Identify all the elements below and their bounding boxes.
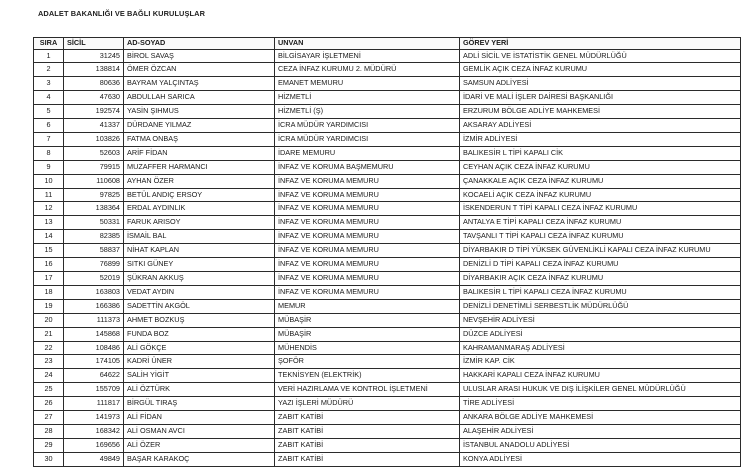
cell-ad-soyad: ALİ ÖZER <box>124 438 275 452</box>
cell-gorev-yeri: GEMLİK AÇIK CEZA İNFAZ KURUMU <box>460 63 741 77</box>
cell-gorev-yeri: BALIKESİR L TİPİ KAPALI CİK <box>460 146 741 160</box>
cell-gorev-yeri: DİYARBAKIR AÇIK CEZA İNFAZ KURUMU <box>460 272 741 286</box>
table-row <box>34 119 741 133</box>
cell-sicil: 58837 <box>64 244 124 258</box>
cell-ad-soyad: ALİ OSMAN AVCI <box>124 424 275 438</box>
cell-sira: 16 <box>34 258 64 272</box>
cell-unvan: MÜHENDİS <box>275 341 460 355</box>
table-row <box>34 341 741 355</box>
cell-sira: 13 <box>34 216 64 230</box>
cell-ad-soyad: BAŞAR KARAKOÇ <box>124 452 275 466</box>
cell-gorev-yeri: DENİZLİ D TİPİ KAPALI CEZA İNFAZ KURUMU <box>460 258 741 272</box>
cell-ad-soyad: BİRGÜL TIRAŞ <box>124 397 275 411</box>
cell-sira: 17 <box>34 272 64 286</box>
table-row <box>34 424 741 438</box>
cell-sicil: 174105 <box>64 355 124 369</box>
cell-gorev-yeri: BALIKESİR L TİPİ KAPALI CEZA İNFAZ KURUMU <box>460 285 741 299</box>
personnel-table <box>33 37 741 467</box>
cell-gorev-yeri: NEVŞEHİR ADLİYESİ <box>460 313 741 327</box>
cell-sicil: 108486 <box>64 341 124 355</box>
table-row <box>34 146 741 160</box>
cell-sicil: 76899 <box>64 258 124 272</box>
cell-unvan: EMANET MEMURU <box>275 77 460 91</box>
cell-unvan: İDARE MEMURU <box>275 146 460 160</box>
cell-unvan: İNFAZ VE KORUMA MEMURU <box>275 174 460 188</box>
cell-sicil: 145868 <box>64 327 124 341</box>
cell-ad-soyad: FARUK ARISOY <box>124 216 275 230</box>
table-row <box>34 160 741 174</box>
cell-sira: 14 <box>34 230 64 244</box>
column-header-sicil: SİCİL <box>64 38 124 50</box>
cell-ad-soyad: ERDAL AYDINLIK <box>124 202 275 216</box>
table-row <box>34 411 741 425</box>
cell-unvan: İNFAZ VE KORUMA MEMURU <box>275 272 460 286</box>
cell-ad-soyad: BİROL SAVAŞ <box>124 49 275 63</box>
cell-ad-soyad: ARİF FİDAN <box>124 146 275 160</box>
cell-unvan: YAZI İŞLERİ MÜDÜRÜ <box>275 397 460 411</box>
table-header-row <box>34 38 741 50</box>
table-row <box>34 272 741 286</box>
cell-gorev-yeri: İZMİR KAP. CİK <box>460 355 741 369</box>
cell-unvan: İCRA MÜDÜR YARDIMCISI <box>275 119 460 133</box>
cell-sira: 5 <box>34 105 64 119</box>
table-row <box>34 49 741 63</box>
cell-ad-soyad: YASİN ŞIHMUS <box>124 105 275 119</box>
cell-gorev-yeri: DİYARBAKIR D TİPİ YÜKSEK GÜVENLİKLİ KAPALI CEZA İNFAZ KURUMU <box>460 244 741 258</box>
cell-sicil: 52603 <box>64 146 124 160</box>
cell-unvan: BİLGİSAYAR İŞLETMENİ <box>275 49 460 63</box>
cell-sicil: 138814 <box>64 63 124 77</box>
cell-gorev-yeri: İSKENDERUN T TİPİ KAPALI CEZA İNFAZ KURUMU <box>460 202 741 216</box>
cell-unvan: İCRA MÜDÜR YARDIMCISI <box>275 132 460 146</box>
cell-gorev-yeri: AKSARAY ADLİYESİ <box>460 119 741 133</box>
cell-unvan: İNFAZ VE KORUMA BAŞMEMURU <box>275 160 460 174</box>
cell-sira: 2 <box>34 63 64 77</box>
cell-ad-soyad: FUNDA BOZ <box>124 327 275 341</box>
table-row <box>34 369 741 383</box>
table-row <box>34 174 741 188</box>
cell-sicil: 169656 <box>64 438 124 452</box>
cell-unvan: TEKNİSYEN (ELEKTRİK) <box>275 369 460 383</box>
table-row <box>34 313 741 327</box>
column-header-sira: SIRA <box>34 38 64 50</box>
cell-unvan: HİZMETLİ (Ş) <box>275 105 460 119</box>
cell-sira: 24 <box>34 369 64 383</box>
cell-ad-soyad: AHMET BOZKUŞ <box>124 313 275 327</box>
table-row <box>34 285 741 299</box>
cell-gorev-yeri: DENİZLİ DENETİMLİ SERBESTLİK MÜDÜRLÜĞÜ <box>460 299 741 313</box>
cell-sicil: 103826 <box>64 132 124 146</box>
cell-sira: 30 <box>34 452 64 466</box>
cell-ad-soyad: KADRİ ÜNER <box>124 355 275 369</box>
cell-sira: 19 <box>34 299 64 313</box>
cell-sicil: 111817 <box>64 397 124 411</box>
column-header-unvan: UNVAN <box>275 38 460 50</box>
cell-gorev-yeri: İSTANBUL ANADOLU ADLİYESİ <box>460 438 741 452</box>
table-row <box>34 230 741 244</box>
cell-sicil: 141973 <box>64 411 124 425</box>
cell-sicil: 97825 <box>64 188 124 202</box>
column-header-ad-soyad: AD-SOYAD <box>124 38 275 50</box>
cell-unvan: İNFAZ VE KORUMA MEMURU <box>275 216 460 230</box>
table-row <box>34 216 741 230</box>
cell-sira: 9 <box>34 160 64 174</box>
cell-unvan: ZABIT KATİBİ <box>275 438 460 452</box>
table-row <box>34 63 741 77</box>
cell-ad-soyad: ŞÜKRAN AKKUŞ <box>124 272 275 286</box>
cell-unvan: MÜBAŞİR <box>275 327 460 341</box>
cell-sicil: 163803 <box>64 285 124 299</box>
cell-gorev-yeri: ERZURUM BÖLGE ADLİYE MAHKEMESİ <box>460 105 741 119</box>
cell-gorev-yeri: İZMİR ADLİYESİ <box>460 132 741 146</box>
cell-unvan: İNFAZ VE KORUMA MEMURU <box>275 230 460 244</box>
table-row <box>34 188 741 202</box>
table-body <box>34 49 741 466</box>
cell-gorev-yeri: ADLİ SİCİL VE İSTATİSTİK GENEL MÜDÜRLÜĞÜ <box>460 49 741 63</box>
cell-sira: 11 <box>34 188 64 202</box>
cell-gorev-yeri: CEYHAN AÇIK CEZA İNFAZ KURUMU <box>460 160 741 174</box>
cell-ad-soyad: ALİ ÖZTÜRK <box>124 383 275 397</box>
cell-gorev-yeri: ANTALYA E TİPİ KAPALI CEZA İNFAZ KURUMU <box>460 216 741 230</box>
cell-ad-soyad: MUZAFFER HARMANCI <box>124 160 275 174</box>
cell-ad-soyad: ALİ GÖKÇE <box>124 341 275 355</box>
cell-unvan: ZABIT KATİBİ <box>275 424 460 438</box>
cell-gorev-yeri: ANKARA BÖLGE ADLİYE MAHKEMESİ <box>460 411 741 425</box>
table-row <box>34 327 741 341</box>
table-row <box>34 132 741 146</box>
cell-sira: 1 <box>34 49 64 63</box>
cell-unvan: İNFAZ VE KORUMA MEMURU <box>275 202 460 216</box>
document-title: ADALET BAKANLIĞI VE BAĞLI KURULUŞLAR <box>38 9 206 18</box>
table-row <box>34 438 741 452</box>
cell-sicil: 138364 <box>64 202 124 216</box>
cell-sicil: 155709 <box>64 383 124 397</box>
cell-sicil: 64622 <box>64 369 124 383</box>
cell-unvan: HİZMETLİ <box>275 91 460 105</box>
cell-gorev-yeri: KONYA ADLİYESİ <box>460 452 741 466</box>
cell-gorev-yeri: İDARİ VE MALİ İŞLER DAİRESİ BAŞKANLIĞI <box>460 91 741 105</box>
cell-gorev-yeri: TAVŞANLI T TİPİ KAPALI CEZA İNFAZ KURUMU <box>460 230 741 244</box>
table-row <box>34 452 741 466</box>
table-row <box>34 397 741 411</box>
cell-ad-soyad: ÖMER ÖZCAN <box>124 63 275 77</box>
table-row <box>34 383 741 397</box>
cell-sicil: 166386 <box>64 299 124 313</box>
cell-sira: 26 <box>34 397 64 411</box>
cell-sira: 18 <box>34 285 64 299</box>
cell-gorev-yeri: TİRE ADLİYESİ <box>460 397 741 411</box>
cell-sicil: 47630 <box>64 91 124 105</box>
table-row <box>34 77 741 91</box>
cell-unvan: İNFAZ VE KORUMA MEMURU <box>275 188 460 202</box>
cell-sira: 6 <box>34 119 64 133</box>
cell-sira: 23 <box>34 355 64 369</box>
cell-sicil: 80636 <box>64 77 124 91</box>
cell-unvan: MEMUR <box>275 299 460 313</box>
cell-gorev-yeri: ÇANAKKALE AÇIK CEZA İNFAZ KURUMU <box>460 174 741 188</box>
cell-sicil: 31245 <box>64 49 124 63</box>
cell-sira: 27 <box>34 411 64 425</box>
cell-unvan: İNFAZ VE KORUMA MEMURU <box>275 258 460 272</box>
cell-unvan: CEZA İNFAZ KURUMU 2. MÜDÜRÜ <box>275 63 460 77</box>
cell-sira: 21 <box>34 327 64 341</box>
cell-sicil: 168342 <box>64 424 124 438</box>
cell-sicil: 41337 <box>64 119 124 133</box>
cell-ad-soyad: FATMA ONBAŞ <box>124 132 275 146</box>
cell-sicil: 82385 <box>64 230 124 244</box>
cell-sicil: 50331 <box>64 216 124 230</box>
cell-unvan: MÜBAŞİR <box>275 313 460 327</box>
table-row <box>34 105 741 119</box>
table-row <box>34 355 741 369</box>
table-row <box>34 258 741 272</box>
cell-unvan: ZABIT KATİBİ <box>275 411 460 425</box>
cell-ad-soyad: SALİH YİGİT <box>124 369 275 383</box>
cell-sira: 10 <box>34 174 64 188</box>
cell-ad-soyad: NİHAT KAPLAN <box>124 244 275 258</box>
cell-sira: 12 <box>34 202 64 216</box>
cell-ad-soyad: BETÜL ANDIÇ ERSOY <box>124 188 275 202</box>
cell-sira: 20 <box>34 313 64 327</box>
table-row <box>34 299 741 313</box>
cell-gorev-yeri: ULUSLAR ARASI HUKUK VE DIŞ İLİŞKİLER GENEL MÜDÜRLÜĞÜ <box>460 383 741 397</box>
cell-ad-soyad: DÜRDANE YILMAZ <box>124 119 275 133</box>
cell-gorev-yeri: KOCAELİ AÇIK CEZA İNFAZ KURUMU <box>460 188 741 202</box>
cell-ad-soyad: SADETTİN AKGÖL <box>124 299 275 313</box>
cell-sira: 15 <box>34 244 64 258</box>
cell-ad-soyad: İSMAİL BAL <box>124 230 275 244</box>
cell-sicil: 192574 <box>64 105 124 119</box>
cell-gorev-yeri: SAMSUN ADLİYESİ <box>460 77 741 91</box>
table-row <box>34 244 741 258</box>
cell-ad-soyad: BAYRAM YALÇINTAŞ <box>124 77 275 91</box>
cell-gorev-yeri: ALAŞEHİR ADLİYESİ <box>460 424 741 438</box>
column-header-gorev-yeri: GÖREV YERİ <box>460 38 741 50</box>
table-row <box>34 91 741 105</box>
cell-sira: 28 <box>34 424 64 438</box>
cell-gorev-yeri: KAHRAMANMARAŞ ADLİYESİ <box>460 341 741 355</box>
cell-sicil: 52019 <box>64 272 124 286</box>
cell-sira: 29 <box>34 438 64 452</box>
cell-unvan: İNFAZ VE KORUMA MEMURU <box>275 244 460 258</box>
cell-ad-soyad: ABDULLAH SARICA <box>124 91 275 105</box>
cell-sicil: 79915 <box>64 160 124 174</box>
cell-unvan: ŞOFÖR <box>275 355 460 369</box>
cell-gorev-yeri: DÜZCE ADLİYESİ <box>460 327 741 341</box>
table-row <box>34 202 741 216</box>
cell-ad-soyad: ALİ FİDAN <box>124 411 275 425</box>
cell-sicil: 111373 <box>64 313 124 327</box>
cell-sira: 3 <box>34 77 64 91</box>
cell-sira: 22 <box>34 341 64 355</box>
cell-unvan: VERİ HAZIRLAMA VE KONTROL İŞLETMENİ <box>275 383 460 397</box>
cell-sira: 25 <box>34 383 64 397</box>
cell-sicil: 49849 <box>64 452 124 466</box>
cell-sira: 8 <box>34 146 64 160</box>
cell-ad-soyad: SITKI GÜNEY <box>124 258 275 272</box>
cell-sira: 7 <box>34 132 64 146</box>
cell-ad-soyad: VEDAT AYDIN <box>124 285 275 299</box>
cell-unvan: İNFAZ VE KORUMA MEMURU <box>275 285 460 299</box>
cell-ad-soyad: AYHAN ÖZER <box>124 174 275 188</box>
cell-unvan: ZABIT KATİBİ <box>275 452 460 466</box>
cell-sicil: 110608 <box>64 174 124 188</box>
cell-sira: 4 <box>34 91 64 105</box>
cell-gorev-yeri: HAKKARİ KAPALI CEZA İNFAZ KURUMU <box>460 369 741 383</box>
